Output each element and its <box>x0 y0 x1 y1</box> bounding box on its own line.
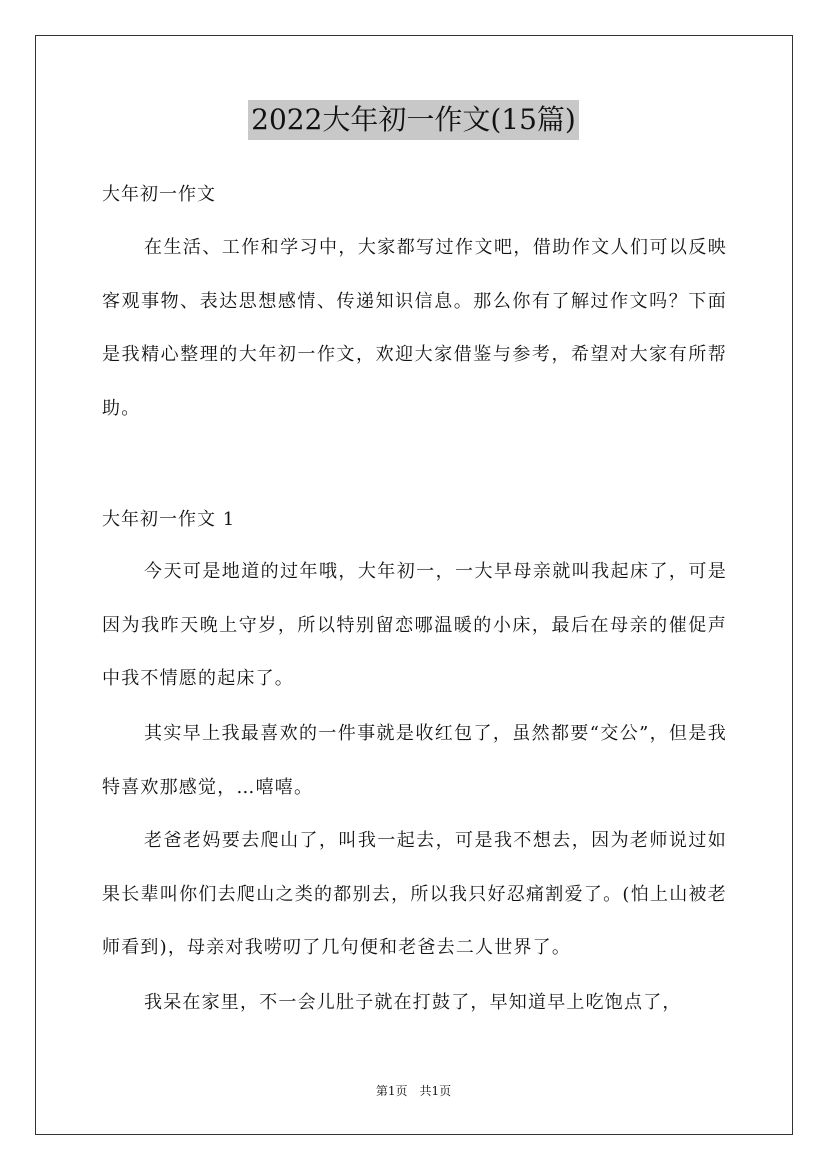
essay1-paragraph-4: 我呆在家里，不一会儿肚子就在打鼓了，早知道早上吃饱点了， <box>144 992 682 1013</box>
intro-heading: 大年初一作文 <box>102 184 216 205</box>
page-footer <box>0 1083 827 1099</box>
essay1-paragraph-3: 老爸老妈要去爬山了，叫我一起去，可是我不想去，因为老师说过如果长辈叫你们去爬山之类的都别去，所以我只好忍痛割爱了。(怕上山被老师看到)，母亲对我唠叨了几句便和老爸去二人世界了。 <box>102 830 727 958</box>
document-title: 2022大年初一作文(15篇) <box>248 100 579 140</box>
intro-paragraph: 在生活、工作和学习中，大家都写过作文吧，借助作文人们可以反映客观事物、表达思想感情、传递知识信息。那么你有了解过作文吗？下面是我精心整理的大年初一作文，欢迎大家借鉴与参考，希望对大家有所帮助。 <box>102 237 727 419</box>
essay1-paragraph-1: 今天可是地道的过年哦，大年初一，一大早母亲就叫我起床了，可是因为我昨天晚上守岁，所以特别留恋哪温暖的小床，最后在母亲的催促声中我不情愿的起床了。 <box>102 561 727 689</box>
page-number-label: 第1页 共1页 <box>375 1084 452 1098</box>
essay1-heading: 大年初一作文 1 <box>102 509 236 530</box>
essay1-paragraph-2: 其实早上我最喜欢的一件事就是收红包了，虽然都要“交公”，但是我特喜欢那感觉，…嘻嘻。 <box>102 723 727 798</box>
title-container <box>0 100 827 140</box>
